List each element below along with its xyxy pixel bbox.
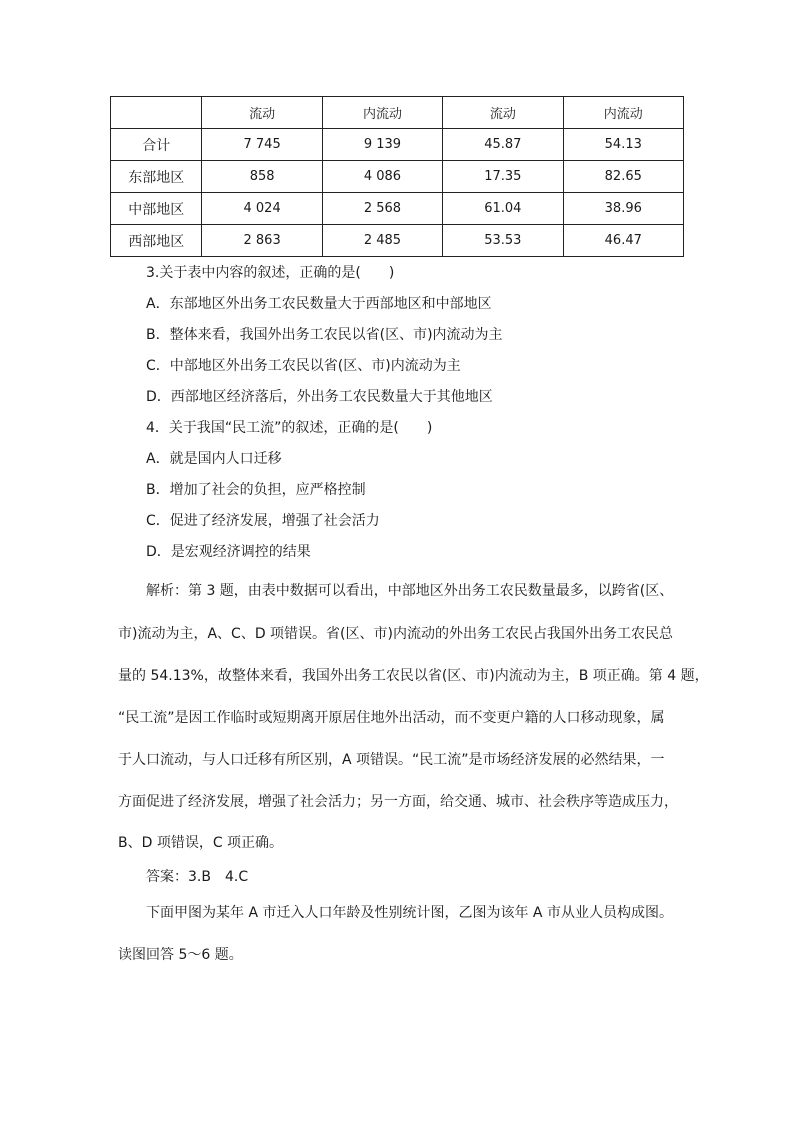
analysis-line: 量的 54.13%，故整体来看，我国外出务工农民以省(区、市)内流动为主，B 项正确。第 4 题， [118, 668, 709, 684]
table-header-cell: 内流动 [322, 97, 442, 129]
question-4-stem: 4．关于我国“民工流”的叙述，正确的是( ) [146, 420, 433, 436]
table-header-row [111, 97, 684, 129]
table-cell: 53.53 [443, 225, 563, 257]
analysis-line: 方面促进了经济发展，增强了社会活力；另一方面，给交通、城市、社会秩序等造成压力， [118, 794, 678, 810]
table-cell: 38.96 [563, 193, 683, 225]
table-header-cell [111, 97, 202, 129]
row-label: 东部地区 [111, 161, 202, 193]
question-4-option-b: B．增加了社会的负担，应严格控制 [146, 482, 366, 498]
analysis-line: 于人口流动，与人口迁移有所区别，A 项错误。“民工流”是市场经济发展的必然结果，一 [118, 752, 665, 768]
answer-line: 答案：3.B 4.C [146, 869, 249, 885]
question-3-option-c: C．中部地区外出务工农民以省(区、市)内流动为主 [146, 358, 461, 374]
table-cell: 61.04 [443, 193, 563, 225]
analysis-line: 解析：第 3 题，由表中数据可以看出，中部地区外出务工农民数量最多，以跨省(区、 [146, 583, 674, 599]
table-row [111, 129, 684, 161]
table-row [111, 161, 684, 193]
row-label: 合计 [111, 129, 202, 161]
table-header-cell: 内流动 [563, 97, 683, 129]
question-3-option-d: D．西部地区经济落后，外出务工农民数量大于其他地区 [146, 389, 493, 405]
question-4-option-a: A．就是国内人口迁移 [146, 451, 282, 467]
table-cell: 2 568 [322, 193, 442, 225]
intro-line: 下面甲图为某年 A 市迁入人口年龄及性别统计图，乙图为该年 A 市从业人员构成图。 [146, 905, 673, 921]
row-label: 西部地区 [111, 225, 202, 257]
table-cell: 46.47 [563, 225, 683, 257]
migration-table [110, 96, 684, 257]
table-row [111, 193, 684, 225]
table-cell: 7 745 [202, 129, 322, 161]
question-3-option-a: A．东部地区外出务工农民数量大于西部地区和中部地区 [146, 296, 492, 312]
table-cell: 2 863 [202, 225, 322, 257]
table-cell: 858 [202, 161, 322, 193]
question-4-option-c: C．促进了经济发展，增强了社会活力 [146, 513, 380, 529]
table-header-cell: 流动 [443, 97, 563, 129]
table-cell: 82.65 [563, 161, 683, 193]
table-cell: 45.87 [443, 129, 563, 161]
analysis-line: “民工流”是因工作临时或短期离开原居住地外出活动，而不变更户籍的人口移动现象，属 [118, 710, 665, 726]
table-header-cell: 流动 [202, 97, 322, 129]
intro-line: 读图回答 5～6 题。 [118, 947, 243, 963]
analysis-line: 市)流动为主，A、C、D 项错误。省(区、市)内流动的外出务工农民占我国外出务工农民总 [118, 626, 673, 642]
table-cell: 4 086 [322, 161, 442, 193]
table-cell: 4 024 [202, 193, 322, 225]
table-cell: 2 485 [322, 225, 442, 257]
table-cell: 17.35 [443, 161, 563, 193]
table-row [111, 225, 684, 257]
question-4-option-d: D．是宏观经济调控的结果 [146, 544, 311, 560]
table-cell: 9 139 [322, 129, 442, 161]
question-3-stem: 3.关于表中内容的叙述，正确的是( ) [146, 265, 395, 281]
analysis-line: B、D 项错误，C 项正确。 [118, 835, 284, 851]
row-label: 中部地区 [111, 193, 202, 225]
question-3-option-b: B．整体来看，我国外出务工农民以省(区、市)内流动为主 [146, 327, 503, 343]
table-cell: 54.13 [563, 129, 683, 161]
